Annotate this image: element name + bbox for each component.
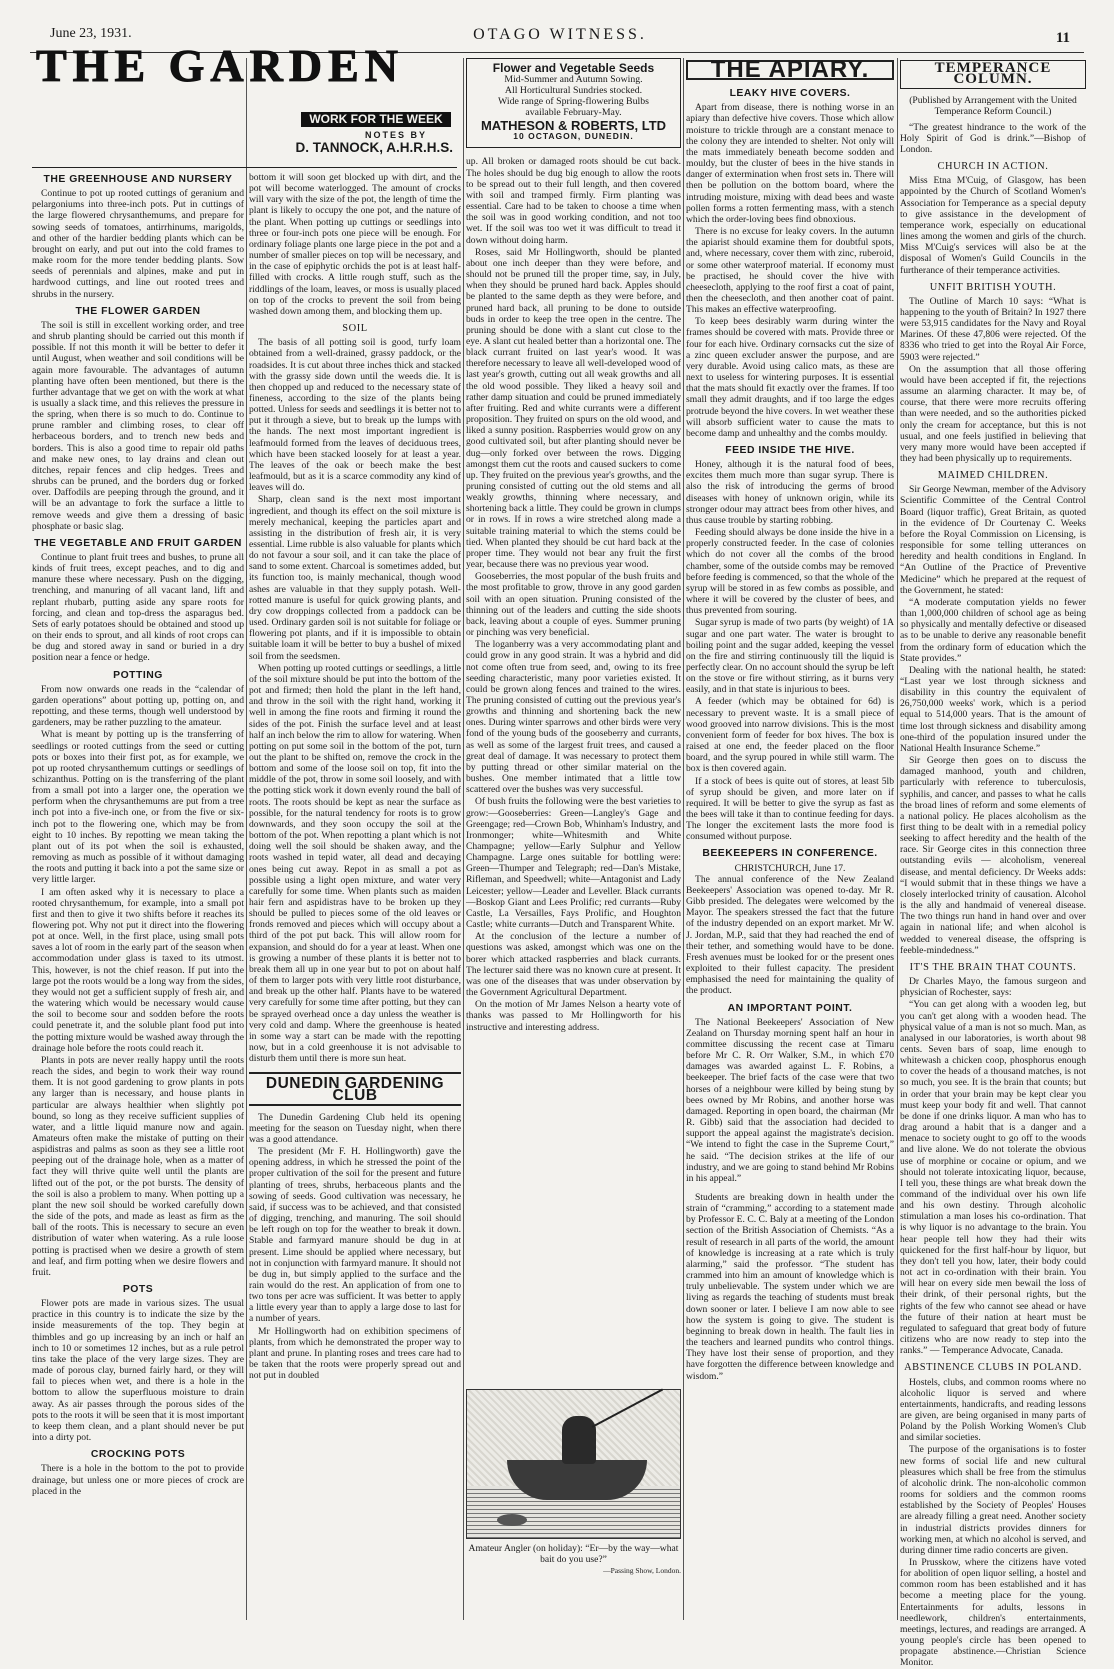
apiary-heading: THE APIARY. xyxy=(686,60,894,80)
paragraph: The soil is still in excellent working order, and tree and shrub planting should be carried out this month if possible. If not this month it will be better to defer it until August, when weather and soil conditions will be again more favourable. The advantages of autumn planting have often been mentioned, but there is the further advantage that we get on with the work at what is usually a slack time, and this relieves the pressure in the spring, when there is so much to do. Continue to prune rambler and climbing roses, to clear off herbaceous borders, and to trench new beds and borders. This is also a good time to repair old paths and make new ones, to lay drains and clean out ditches, repair fences and clip hedges. Trees and shrubs can be pruned, and the borders dug or forked over. Daffodils are peeping through the ground, and it will be an advantage to fork the surface a little to remove weeds and give them a dressing of basic phosphate or basic slag. xyxy=(32,319,244,532)
paragraph: Mr Hollingworth had on exhibition specimens of plants, from which he demonstrated the proper way to plant and prune. In planting roses and trees care had to be taken that the roots were properly spread out and not put in doubled xyxy=(249,1325,461,1382)
page-number: 11 xyxy=(1055,30,1070,46)
seed-advert xyxy=(466,58,681,148)
paragraph: Continue to plant fruit trees and bushes, to prune all kinds of fruit trees, except peaches, and to dig and manure these where necessary. Push on the digging, trenching, and manuring of all vacant land, lift and replant rhubarb, putting aside any spare roots for forcing, and clean and top-dress the asparagus bed. Sets of early potatoes should be obtained and stood up on their ends to sprout, and all kinds of root crops can be dug and stored away in sand or buried in a dry position near a fence or hedge. xyxy=(32,552,244,664)
club-continuation xyxy=(466,156,681,1381)
ad-line: Mid-Summer and Autumn Sowing. xyxy=(504,74,643,86)
paragraph: What is meant by potting up is the transferring of seedlings or rooted cuttings from the seed or cutting pots or boxes into their first pot, as for example, we pot up rooted chrysanthemum cuttings or seedlings of schizanthus. Potting on is the transferring of the plant from a small pot into a larger one, the operation we perform when the chrysanthemums are put from a tree inch pot into a five-inch one, or from the five or six-inch pot to the flowering one, which may be from eight to 10 inches. By repotting we mean taking the plant out of its pot when the soil is exhausted, removing as much as possible of it without damaging the roots and putting it back into a pot the same size or very little larger. xyxy=(32,729,244,886)
paragraph: Sir George Newman, member of the Advisory Scientific Committee of the Central Control Board (liquor traffic), Great Britain, as quoted in the evidence of Dr Courtenay C. Weeks before the Royal Commission on Licensing, is responsible for some telling utterances on heredity and health conditions in England. In “An Outline of the Practice of Preventive Medicine” which he prepared at the request of the Government, he stated: xyxy=(900,484,1087,596)
paragraph: Sugar syrup is made of two parts (by weight) of 1A sugar and one part water. The water is brought to boiling point and the sugar added, keeping the vessel on the fire and stirring continuously till the liquid is perfectly clear. On no account should the syrup be left on the stove or fire without stirring, as it burns very easily, and in that state is injurious to bees. xyxy=(686,617,894,696)
paragraph: On the assumption that all those offering would have been accepted if fit, the rejections assume an alarming character. It may be, of course, that there were more recruits offering than were needed, and so the authorities picked only the cream for acceptance, but this is not usual, and one feels justified in believing that very many more would have been accepted if they had been physically up to requirements. xyxy=(900,363,1086,464)
section-heading: THE GREENHOUSE AND NURSERY xyxy=(43,174,233,185)
section-heading: BEEKEEPERS IN CONFERENCE. xyxy=(702,848,878,860)
section-heading: SOIL xyxy=(342,323,368,335)
paragraph: Gooseberries, the most popular of the bush fruits and the most profitable to grow, throve in any good garden soil with an open situation. Pruning consisted of the thinning out of the leaders and cutting the side shoots back, leaving about a couple of eyes. Summer pruning or pinching was very beneficial. xyxy=(466,571,681,639)
paragraph: Of bush fruits the following were the best varieties to grow:—Gooseberries: Green—Langley's Gage and Greengage; red—Crown Bob, Whinham's Industry, and Ironmonger; white—Whitesmith and White Champagne; yellow—Early Sulphur and Yellow Champagne. Large ones suitable for bottling were: Green—Thumper and Telegraph; red—Dan's Mistake, Rifleman, and Speedwell; white—Antagonist and Lady Leicester; yellow—Leader and Leveller. Black currants—Boskop Giant and Lees Prolific; red currants—Ruby Castle, La Versailles, Fays Prolific, and Houghton Castle; white currants—Dutch and Transparent White. xyxy=(466,796,681,931)
section-heading: UNFIT BRITISH YOUTH. xyxy=(929,281,1057,293)
paragraph: There is no excuse for leaky covers. In the autumn the apiarist should examine them for doubtful spots, and, where necessary, cover them with zinc, ruberoid, or some other waterproof material. If economy must be practised, he should cover the hive with cheesecloth, applying to the roof first a coat of paint, then the cheesecloth, and then another coat of paint. This makes an effective waterproofing. xyxy=(686,226,894,316)
paragraph: “You can get along with a wooden leg, but you can't get along with a wooden head. The physical value of a man is not so much. Man, as analysed in our laboratories, is worth about 98 cents. Seven bars of soap, lime enough to whitewash a chicken coop, phosphorus enough to cover the heads of a thousand matches, is not so much, you see. It is the brain that counts; but in order that your brain may be kept clear you must keep your body fit and well. That cannot be done if one drinks liquor. A man who has to drag around a habit that is a danger and a menace to society ought to go off to the woods and live alone. We do not tolerate the obvious use of morphine or cocaine or opium, and we should not tolerate intoxicating liquor, because, I tell you, these things are what break down the command of the individual over his own life and his own destiny. Through alcoholic stimulation a man loses his co-ordination. That is why liquor is no advantage to the brain. You hear people tell how they had their wits quickened for the first half-hour by liquor, but they don't tell you how, later, their body could not act in co-ordination with their brain. You will hear on every side men bewail the loss of their drink, of their personal rights, but the rights of the few who cannot see ahead or have the future of their nation at heart must be regulated to safeguard that great body of future citizens who are now ready to step into the ranks.” — Temperance Advocate, Canada. xyxy=(900,999,1086,1357)
paragraph: Sharp, clean sand is the next most important ingredient, and though its effect on the soil mixture is merely mechanical, keeping the particles apart and assisting in the distribution of fresh air, it is very essential. Lime rubble is also valuable for plants which do not favour a sour soil, and it can take the place of sand to some extent. Charcoal is sometimes added, but its function too, is mainly mechanical, though wood ashes are valuable in that they supply potash. Well-rotted manure is useful for quick growing plants, and dry cow droppings collected from a paddock can be used. Ordinary garden soil is not suitable for foliage or flowering pot plants, and if it is impossible to obtain suitable loam it will be better to buy a bushel of mixed soil from the seedsmen. xyxy=(249,494,461,662)
ad-address: 10 OCTAGON, DUNEDIN. xyxy=(513,131,634,142)
paragraph: The Dunedin Gardening Club held its opening meeting for the season on Tuesday night, when there was a good attendance. xyxy=(249,1111,461,1145)
section-heading: LEAKY HIVE COVERS. xyxy=(729,88,851,100)
ad-line: available February-May. xyxy=(525,107,622,119)
paragraph: Sir George then goes on to discuss the damaged manhood, youth and children, particularly with reference to tuberculosis, syphilis, and cancer, and passes to what he calls the broad lines of reform and some elements of a national policy. He places alcoholism as the first thing to be dealt with in a remedial policy seeking to affect heredity and the health of the race. Sir George cites in this connection three outstanding evils — alcoholism, venereal disease, and mental deficiency. Dr Weeks adds: “I would submit that in these things we have a closely interlocked trinity of causation. Alcohol is the ally and handmaid of venereal disease. The two things run hand in hand over and over again in national life; and when alcohol is wedded to venereal disease, the offspring is feeble-mindedness.” xyxy=(900,755,1086,956)
temperance-heading: TEMPERANCE COLUMN. xyxy=(900,60,1086,89)
paragraph: A feeder (which may be obtained for 6d) is necessary to prevent waste. It is a small piece of wood grooved into narrow divisions. This is the most convenient form of feeder for box hives. The box is raised at one end, the feeder placed on the floor board, and the syrup poured in while still warm. The box is then covered again. xyxy=(686,696,894,775)
paragraph: To keep bees desirably warm during winter the frames should be covered with mats. Provide three or four for each hive. Ordinary cornsacks cut the size of a zinc queen excluder answer the purpose, and are very durable. Avoid using calico mats, as these are next to useless for wintering purposes. It is essential that the mats should fit exactly over the frames. If too small they admit draughts, and if too large the edges protrude beyond the hive covers. In wet weather these will absorb sufficient water to cause the mats to become damp and unhealthy and the combs mouldy. xyxy=(686,316,894,439)
paragraph: (Published by Arrangement with the United Temperance Reform Council.) xyxy=(909,95,1077,118)
ad-line: Wide range of Spring-flowering Bulbs xyxy=(498,96,649,108)
garden-subtitle: WORK FOR THE WEEK xyxy=(301,112,451,127)
paragraph: There is a hole in the bottom to the pot to provide drainage, but unless one or more pieces of crock are placed in the xyxy=(32,1463,244,1497)
column-2 xyxy=(249,172,461,1620)
section-heading: THE VEGETABLE AND FRUIT GARDEN xyxy=(34,537,242,549)
column-4 xyxy=(686,58,894,1620)
paragraph: The basis of all potting soil is good, turfy loam obtained from a well-drained, grassy paddock, or the roadsides. It is cut about three inches thick and stacked with the grassy side down until the weeds die. It is then chopped up and reduced to the necessary state of fineness, according to the size of the plants being potted. Unless for seeds and seedlings it is better not to put it through a sieve, but to break up the lumps with the hands. The next most important ingredient is leafmould formed from the leaves of deciduous trees, which have been stacked loosely for at least a year. The leaves of the oak or beech make the best leafmould, but as it is a scarce commodity any kind of leaves will do. xyxy=(249,337,461,494)
notes-by: NOTES BY xyxy=(364,130,427,140)
cartoon-angler xyxy=(562,1416,596,1464)
section-heading: ABSTINENCE CLUBS IN POLAND. xyxy=(904,1362,1082,1374)
paragraph: “The greatest hindrance to the work of the Holy Spirit of God is drink.”—Bishop of London. xyxy=(900,121,1086,155)
paragraph: Apart from disease, there is nothing worse in an apiary than defective hive covers. Those which allow moisture to trickle through are a constant menace to the colony they are intended to shelter. Not only will the mats immediately beneath become sodden and mouldy, but the cluster of bees in the hive stands in danger of extermination when frost sets in. There will then be pollution on the bottom board, where the intruding moisture, mixing with dead bees and waste pollen forms a rotten fermenting mass, with a stench which the order-loving bees find obnoxious. xyxy=(686,102,894,225)
cartoon-rod xyxy=(592,1389,664,1428)
column-5 xyxy=(900,58,1087,1669)
paragraph: The president (Mr F. H. Hollingworth) gave the opening address, in which he stressed the point of the proper cultivation of the soil for the present and future planting of trees, shrubs, herbaceous plants and the sowing of seeds. Good cultivation was necessary, he said, if success was to be achieved, and that consisted of digging, trenching, and manuring. The soil should be left rough on top for the weather to break it down. Stable and farmyard manure should be dug in at present. Lime should be applied where necessary, but not in conjunction with farmyard manure. It should not be dug in, but simply applied to the surface and the rain would do the rest. An application of from one to two tons per acre was sufficient. It was better to apply a little every year than to apply a large dose to last for a number of years. xyxy=(249,1146,461,1325)
angler-cartoon xyxy=(466,1389,681,1539)
paragraph: The annual conference of the New Zealand Beekeepers' Association was opened to-day. Mr R. Gibb presided. The delegates were welcomed by the Mayor. The speakers stressed the fact that the future of the industry depended on an export market. Mr W. J. Jordan, M.P., said that they had reached the end of their tether, and something would have to be done. Fresh avenues must be looked for or the present ones exploited to their fullest capacity. The president emphasised the need for maintaining the quality of the product. xyxy=(686,873,894,997)
paragraph: Roses, said Mr Hollingworth, should be planted about one inch deeper than they were before, and should not be pruned till the proper time, say, in July, when they should be pruned hard back. Apples should be planted to the same depth as they were before, and pruned hard back, all pruning to be done to outside buds in order to keep the tree open in the centre. The pruning should be done with a slant cut close to the eye. A slant cut healed better than a horizontal one. The black currant fruited on last year's wood. It was therefore necessary to leave all well-developed wood of last year's growth, cutting out all weak growths and all the old wood possible. They liked a heavy soil and rather damp situation and could be pruned immediately after fruiting. Red and white currants were a different proposition. They fruited on spurs on the old wood, and liked a sunny position. Raspberries would grow on any good cultivated soil, but after planting should never be dug—only forked over between the rows. Digging amongst them cut the roots and caused suckers to come up. They fruited on the previous year's growths, and the pruning consisted of cutting out the old stems and all weakly growths, thinning where necessary, and shortening back a little. They could be grown in clumps or in rows. If in rows a wire stretched along made a suitable training material to which the stems could be tied. When planted they should be cut hard back at the proper time. They would not bear any fruit the first year, because there was no previous year wood. xyxy=(466,246,681,571)
paragraph: Students are breaking down in health under the strain of “cramming,” according to a statement made by Professor E. C. C. Baly at a meeting of the London section of the British Association of Chemists. “As a result of research in all parts of the world, the amount of knowledge is increasing at a rate which is truly alarming,” said the professor. “The student has crammed into him an amount of knowledge which is truly unbelievable. The system under which we are living as regards the teaching of students must break down sooner or later. I believe I am now able to see how the system is going to give. The student is beginning to break down in health. The fault lies in the teachers and learned pundits who control things. They have lost their sense of proportion, and they have forgotten the difference between knowledge and wisdom.” xyxy=(686,1192,894,1382)
column-divider xyxy=(683,58,684,1620)
paragraph: In Prusskow, where the citizens have voted for abolition of open liquor selling, a hostel and common room has been established and it has become a meeting place for the young. Entertainments for adults, lessons in needlework, children's entertainments, meetings, lectures, and readings are arranged. A young people's circle has been opened to propagate abstinence.—Christian Science Monitor. xyxy=(900,1557,1086,1669)
column-divider xyxy=(897,58,898,1620)
paragraph: The National Beekeepers' Association of New Zealand on Thursday morning spent half an hour in committee discussing the recent case at Timaru before Mr C. R. Orr Walker, S.M., in which £70 damages was awarded against L. F. Robins, a beekeeper. The brief facts of the case were that two horses of a neighbour were killed by being stung by bees owned by Mr Robins, and another horse was damaged. Reporting in open board, the chairman (Mr R. Gibb) said that the association had decided to support the appeal against the magistrate's decision. “We intend to fight the case in the Supreme Court,” he said. “The decision strikes at the life of our industry, and we are going to stand behind Mr Robins in his appeal.” xyxy=(686,1016,894,1184)
section-heading: IT'S THE BRAIN THAT COUNTS. xyxy=(909,961,1077,973)
paragraph: Flower pots are made in various sizes. The usual practice in this country is to indicate the size by the inside measurements of the top. They begin at thimbles and go up increasing by an inch or half an inch to 10 or sometimes 12 inches, but as a rule petrol tins take the place of the very large sizes. They are made of porous clay, burned fairly hard, or they will fail to pieces when wet, and there is a hole in the bottom to allow the superfluous moisture to drain away. As air passes through the porous sides of the pots to the roots it will be seen that it is most important to keep them clean, and a plant should never be put into a dirty pot. xyxy=(32,1298,244,1444)
dateline: CHRISTCHURCH, June 17. xyxy=(734,862,846,874)
paragraph: Honey, although it is the natural food of bees, excites them much more than sugar syrup. There is also the risk of introducing the germs of brood diseases with honey of unknown origin, while its stronger odour may attract bees from other hives, and thus cause trouble by starting robbing. xyxy=(686,459,894,526)
garden-author: D. TANNOCK, A.H.R.H.S. xyxy=(295,140,453,155)
garden-title: THE GARDEN xyxy=(36,40,404,91)
club-heading: DUNEDIN GARDENING CLUB xyxy=(249,1072,461,1105)
column-divider xyxy=(463,58,464,1620)
ad-firm: MATHESON & ROBERTS, LTD xyxy=(480,118,667,134)
paragraph: Dr Charles Mayo, the famous surgeon and physician of Rochester, says: xyxy=(900,976,1086,999)
column-divider xyxy=(246,58,247,1620)
ad-line: Flower and Vegetable Seeds xyxy=(492,61,655,75)
paragraph: The purpose of the organisations is to foster new forms of social life and new cultural pleasures which shall be free from the stimulus of alcoholic drink. The non-alcoholic common rooms for soldiers and the common rooms established by the Society of Peoples' Houses are already filling a great need. Another society in industrial districts provides dinners for working men, at which no alcohol is served, and during dinner time radio concerts are given. xyxy=(900,1444,1086,1556)
section-heading: AN IMPORTANT POINT. xyxy=(727,1002,853,1014)
section-heading: POTS xyxy=(122,1284,154,1295)
paragraph: Dealing with the national health, he stated: “Last year we lost through sickness and disability in this country the equivalent of 26,750,000 weeks' work, which is a period equal to 514,000 years. That is the amount of time lost through sickness and disability among one-third of the population insured under the National Health Insurance Scheme.” xyxy=(900,664,1086,754)
paragraph: bottom it will soon get blocked up with dirt, and the pot will become waterlogged. The amount of crocks will vary with the size of the pot, the length of time the plant is likely to occupy the one pot, and the nature of the plant. When potting up cuttings or seedlings into three or four-inch pots one piece will be enough. For ordinary foliage plants one large piece in the pot and a number of smaller pieces on top will be necessary, and in the case of epiphytic orchids the pot is at least half-filled with crocks. A little rough stuff, such as the riddlings of the loam, leaves, or moss is usually placed on top of the crocks to prevent the soil from being washed down among them, and blocking them up. xyxy=(249,172,461,317)
paragraph: Feeding should always be done inside the hive in a properly constructed feeder. In the case of colonies which do not cover all the combs of the brood chamber, some of the outside combs may be removed before feeding is commenced, so that the whole of the syrup will be stored in as few combs as possible, and where it will be covered by the cluster of bees, and thus prevented from souring. xyxy=(686,527,894,617)
section-heading: MAIMED CHILDREN. xyxy=(937,470,1049,482)
section-heading: CHURCH IN ACTION. xyxy=(937,161,1049,173)
garden-banner xyxy=(32,40,457,168)
paragraph: Continue to pot up rooted cuttings of geranium and pelargoniums into three-inch pots. Put in cuttings of the large flowered chrysanthemums, and prepare for sowing seeds of tomatoes, antirrhinums, marigolds, and other of the hardier bedding plants which can be brought on early, and put out into the cold frames to make room for the more tender bedding plants. Sow seeds of perennials and alpines, make and put in hardwood cuttings, and line out rooted trees and shrubs in the nursery. xyxy=(32,188,244,300)
paragraph: Plants in pots are never really happy until the roots reach the sides, and begin to work their way round them. It is not good gardening to grow plants in pots any larger than is necessary, and house plants in particular are always healthier when slightly pot bound, so long as they receive sufficient supplies of water, and a little liquid manure now and again. Amateurs often make the mistake of putting on their aspidistras and palms as soon as they see a little root peeping out of the drainage hole, when as a matter of fact they will thrive quite well until the plants are lifted out of the pot, or the pot bursts. The density of the soil is also a problem to many. When potting up a plant the new soil should be worked carefully down the side of the pots, and made as least as firm as the ball of the roots. This is necessary to secure an even distribution of water when watering. As a rule loose potting is practised when we desire a growth of stem and leaf, and firm potting when we desire flowers and fruit. xyxy=(32,1054,244,1278)
paragraph: When potting up rooted cuttings or seedlings, a little of the soil mixture should be put into the bottom of the pot and firmed; then hold the plant in the left hand, and throw in the soil with the right hand, working it well in among the fine roots and firming it round the sides of the pot. Finish the surface level and at least half an inch below the rim to allow for watering. When potting on put some soil in the bottom of the pot, turn out the plant to be shifted on, remove the crock in the bottom and some of the loose soil on top, fit into the middle of the pot, throw in some soil loosely, and with the potting stick work it down evenly round the ball of roots. The roots should be kept as near the surface as possible, for the natural tendency for roots is to grow downwards, and they soon occupy the soil at the bottom of the pot. When repotting a plant which is not doing well the soil should be shaken away, and the roots washed in tepid water, all dead and decaying ones being cut away. Repot in as small a pot as possible using a light open mixture, and water very carefully for some time. When plants such as maiden hair fern and aspidistras have to be broken up they should be pulled to pieces some of the old leaves or fronds removed and pieces which will occupy about a third of the pot put back. This will allow room for expansion, and should do for a year at least. When one is growing a number of these plants it is better not to break them all up in one year but to pot on about half of them to larger pots with very little root disturbance, and break up the other half. Plants have to be watered very carefully for some time after potting, but they can be sprayed overhead once a day unless the weather is very cold and damp. Where the greenhouse is heated in some way a start can be made with the repotting now, but in a cold greenhouse it is not advisable to disturb them until there is more sun heat. xyxy=(249,662,461,1065)
masthead: OTAGO WITNESS. xyxy=(473,26,647,43)
paragraph: I am often asked why it is necessary to place a rooted chrysanthemum, for example, into a small pot first and then to give it two shifts before it reaches its flowering pot. Why not put it direct into the flowering pot at once. Well, in the first place, using small pots saves a lot of room in the early part of the season when accommodation under glass is taxed to its utmost. This, however, is not the chief reason. If put into the large pot the roots would be a long way from the sides, they would not get a sufficient supply of fresh air, and the watering which would be necessary would cause the soil to become sour and sodden before the roots could penetrate it, and the soluble plant food put into the potting mixture would be washed away through the drainage hole before the roots could reach it. xyxy=(32,886,244,1054)
section-heading: CROCKING POTS xyxy=(90,1449,186,1461)
section-heading: FEED INSIDE THE HIVE. xyxy=(725,445,855,456)
section-heading: POTTING xyxy=(113,669,163,681)
cartoon-boat xyxy=(507,1460,647,1500)
ad-line: All Horticultural Sundries stocked. xyxy=(504,85,643,97)
paragraph: The Outline of March 10 says: “What is happening to the youth of Britain? In 1927 there were 53,915 candidates for the Navy and Royal Marines. Of these 47,806 were rejected. Of the 8336 who tried to get into the Royal Air Force, 5903 were rejected.” xyxy=(900,295,1086,363)
column-3 xyxy=(466,58,681,1620)
paragraph: If a stock of bees is quite out of stores, at least 5lb of syrup should be given, and more later on if required. It will be better to give the syrup as fast as the bees will take it than to continue feeding for days. The longer the excitement lasts the more food is consumed without purpose. xyxy=(686,775,894,843)
paragraph: up. All broken or damaged roots should be cut back. The holes should be dug big enough to allow the roots to be spread out to their full length, and then covered with soil and tramped firmly. Firm planting was essential. Care had to be taken to choose a time when the soil was in good working condition, and not too wet. If the soil was too wet it was difficult to tread it down without doing harm. xyxy=(466,156,681,246)
cartoon-credit: —Passing Show, London. xyxy=(603,1566,681,1576)
paragraph: From now onwards one reads in the “calendar of garden operations” about potting up, potting on, and repotting, and these terms, though well understood by gardeners, may be rather puzzling to the amateur. xyxy=(32,683,244,729)
cartoon-caption: Amateur Angler (on holiday): “Er—by the way—what bait do you use?” xyxy=(468,1543,679,1566)
paragraph: The loganberry was a very accommodating plant and could grow in any good strain. It was a hybrid and did not come often true from seed, and, owing to its free seeding characteristic, many poor varieties existed. It could be grown along fences and trained to the wires. The pruning consisted of cutting out the previous year's growths and thinning and shortening back the new ones. During winter sparrows and other birds were very fond of the young buds of the gooseberry and currants, as well as some of the largest fruit trees, and caused a great deal of damage. It was necessary to protect them by putting thread or other similar material on the bushes. One member intimated that a little tow scattered over the bushes was very successful. xyxy=(466,639,681,796)
paragraph: Miss Etna M'Cuig, of Glasgow, has been appointed by the Church of Scotland Women's Association for Temperance as a special deputy to give assistance in the development of temperance work, especially on educational lines among the women and girls of the church. Miss M'Cuig's services will also be at the disposal of Women's Guild Councils in the furtherance of their temperance activities. xyxy=(900,175,1086,276)
paragraph: “A moderate computation yields no fewer than 1,000,000 children of school age as being so physically and mentally defective or diseased as to be unable to derive any reasonable benefit from the ordinary form of education which the State provides.” xyxy=(900,596,1086,664)
garden-article xyxy=(32,174,244,1497)
paragraph: Hostels, clubs, and common rooms where no alcoholic liquor is served and where entertainments, handicrafts, and reading lessons are given, are being organised in many parts of Poland by the Polish Working Women's Club and similar societies. xyxy=(900,1376,1086,1444)
issue-date: June 23, 1931. xyxy=(50,26,132,41)
paragraph: At the conclusion of the lecture a number of questions was asked, amongst which was one on the borer which attacked raspberries and black currants. The lecturer said there was no known cure at present. It was one of the diseases that was under observation by the Government Agricultural Department. xyxy=(466,931,681,999)
section-heading: THE FLOWER GARDEN xyxy=(75,305,201,317)
paragraph: On the motion of Mr James Nelson a hearty vote of thanks was passed to Mr Hollingworth for his instructive and interesting address. xyxy=(466,999,681,1033)
